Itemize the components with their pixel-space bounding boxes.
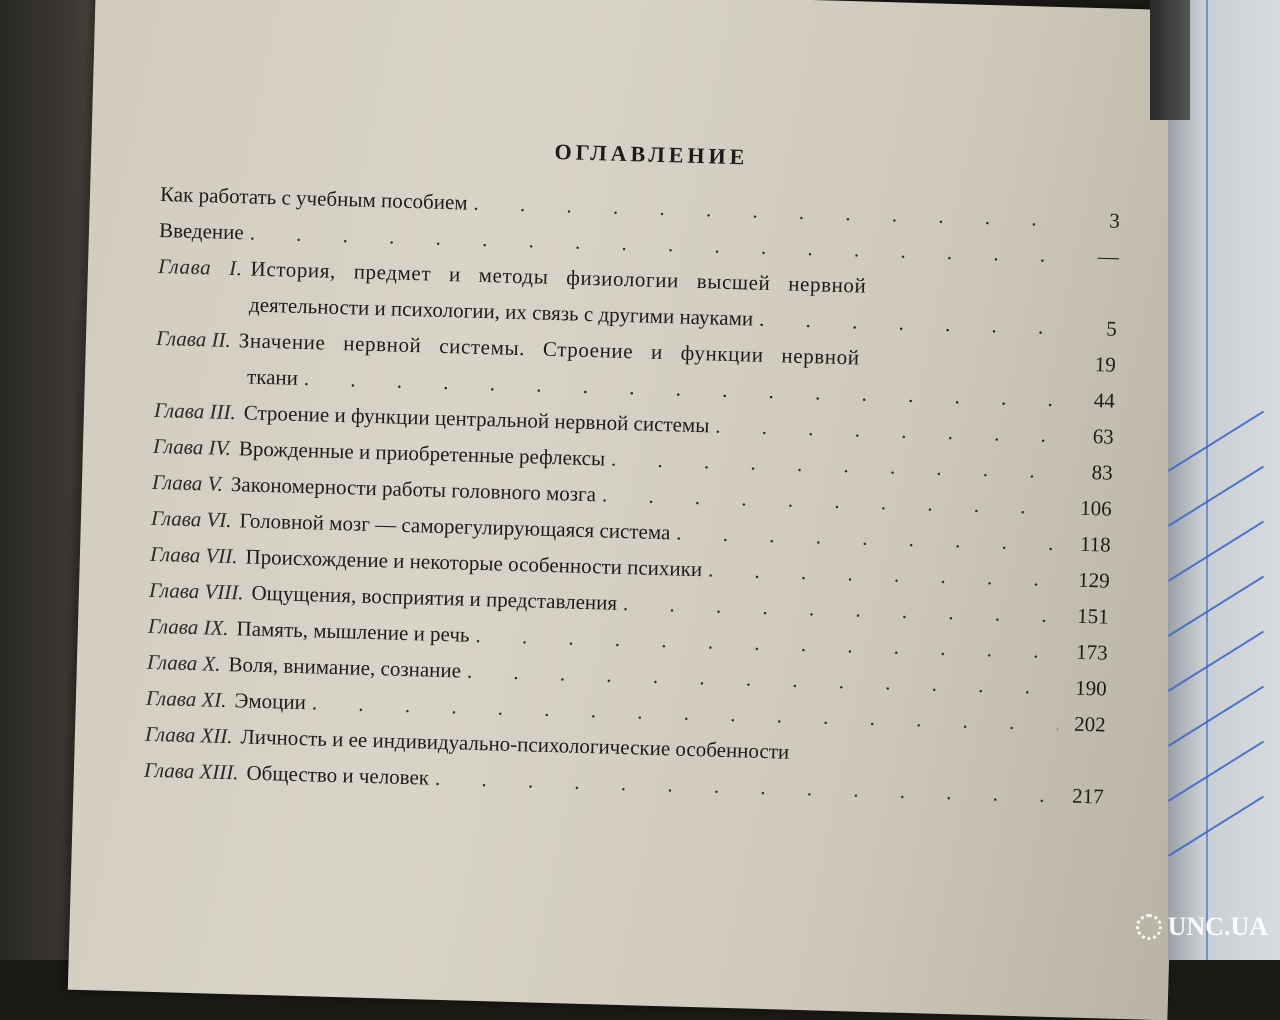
- toc-page-number: 129: [1077, 567, 1111, 593]
- toc-page-number: 217: [1071, 783, 1105, 809]
- toc-page-number: —: [1097, 244, 1120, 269]
- toc-page-number: 3: [1108, 208, 1121, 233]
- chapter-label: Глава XI.: [145, 685, 227, 713]
- notebook-rule: [1168, 521, 1264, 582]
- chapter-label: Глава III.: [153, 397, 237, 425]
- toc-page-number: 190: [1074, 675, 1108, 701]
- toc-page-number: 5: [1105, 316, 1118, 341]
- notebook-rule: [1168, 411, 1264, 472]
- toc-entry-text: Память, мышление и речь: [236, 616, 470, 647]
- toc-entry-text: Общество и человек: [246, 760, 430, 790]
- chapter-label: Глава I.: [157, 253, 243, 281]
- table-of-contents: [144, 128, 1122, 815]
- toc-entry-text: Строение и функции центральной нервной системы: [243, 400, 710, 438]
- notebook-rule: [1168, 686, 1264, 747]
- toc-entry-text: Головной мозг — саморегулирующаяся система: [239, 508, 671, 545]
- toc-entry-text: ткани: [246, 364, 299, 390]
- toc-entry-text: Как работать с учебным пособием: [159, 181, 468, 215]
- notebook-margin-line: [1206, 0, 1208, 960]
- toc-page-number: 173: [1075, 639, 1109, 665]
- toc-entry-text: Ощущения, восприятия и представления: [251, 580, 618, 615]
- toc-entry-text: Введение: [158, 217, 245, 245]
- sun-logo-icon: [1136, 914, 1162, 940]
- toc-page-number: 83: [1091, 460, 1114, 485]
- chapter-label: Глава XII.: [144, 721, 233, 749]
- background-corner: [1150, 0, 1190, 120]
- chapter-label: Глава XIII.: [143, 757, 239, 785]
- chapter-label: Глава IX.: [147, 613, 229, 641]
- notebook-rule: [1168, 576, 1264, 637]
- toc-entry-text: Воля, внимание, сознание: [228, 652, 462, 683]
- toc-page-number: 63: [1092, 424, 1115, 449]
- toc-entry-text: Закономерности работы головного мозга: [230, 472, 597, 507]
- chapter-label: Глава X.: [146, 649, 221, 676]
- chapter-label: Глава V.: [151, 469, 224, 496]
- notebook-sheet: [1168, 0, 1280, 960]
- toc-page-number: 202: [1073, 711, 1107, 737]
- chapter-label: Глава II.: [155, 325, 232, 352]
- chapter-label: Глава VII.: [149, 541, 238, 569]
- chapter-label: Глава IV.: [152, 433, 232, 461]
- toc-entry-text: Личность и ее индивидуально-психологические особенности: [240, 724, 790, 764]
- toc-page-number: 44: [1093, 388, 1116, 413]
- toc-entry-text: Происхождение и некоторые особенности психики: [245, 544, 703, 582]
- toc-entry-text: Врожденные и приобретенные рефлексы: [238, 436, 606, 471]
- toc-entry-text: Эмоции: [234, 688, 307, 715]
- toc-page-number: 118: [1079, 531, 1112, 557]
- notebook-rule: [1168, 631, 1264, 692]
- notebook-rule: [1168, 466, 1264, 527]
- chapter-label: Глава VIII.: [148, 577, 244, 605]
- toc-heading: ОГЛАВЛЕНИЕ: [554, 138, 749, 170]
- site-watermark: [1136, 912, 1268, 942]
- toc-page-number: 106: [1079, 495, 1113, 521]
- watermark-text: UNC.UA: [1167, 912, 1268, 941]
- chapter-label: Глава VI.: [150, 505, 232, 533]
- toc-page-number: 151: [1076, 603, 1110, 629]
- toc-page-number: 19: [1094, 352, 1117, 377]
- toc-entry-text: деятельности и психологии, их связь с другими науками: [248, 292, 754, 331]
- toc-entry-text: История, предмет и методы физиологии высшей нервной: [250, 256, 867, 298]
- notebook-rule: [1168, 796, 1264, 857]
- toc-entry-text: Значение нервной системы. Строение и функции нервной: [238, 328, 860, 370]
- notebook-rule: [1168, 741, 1264, 802]
